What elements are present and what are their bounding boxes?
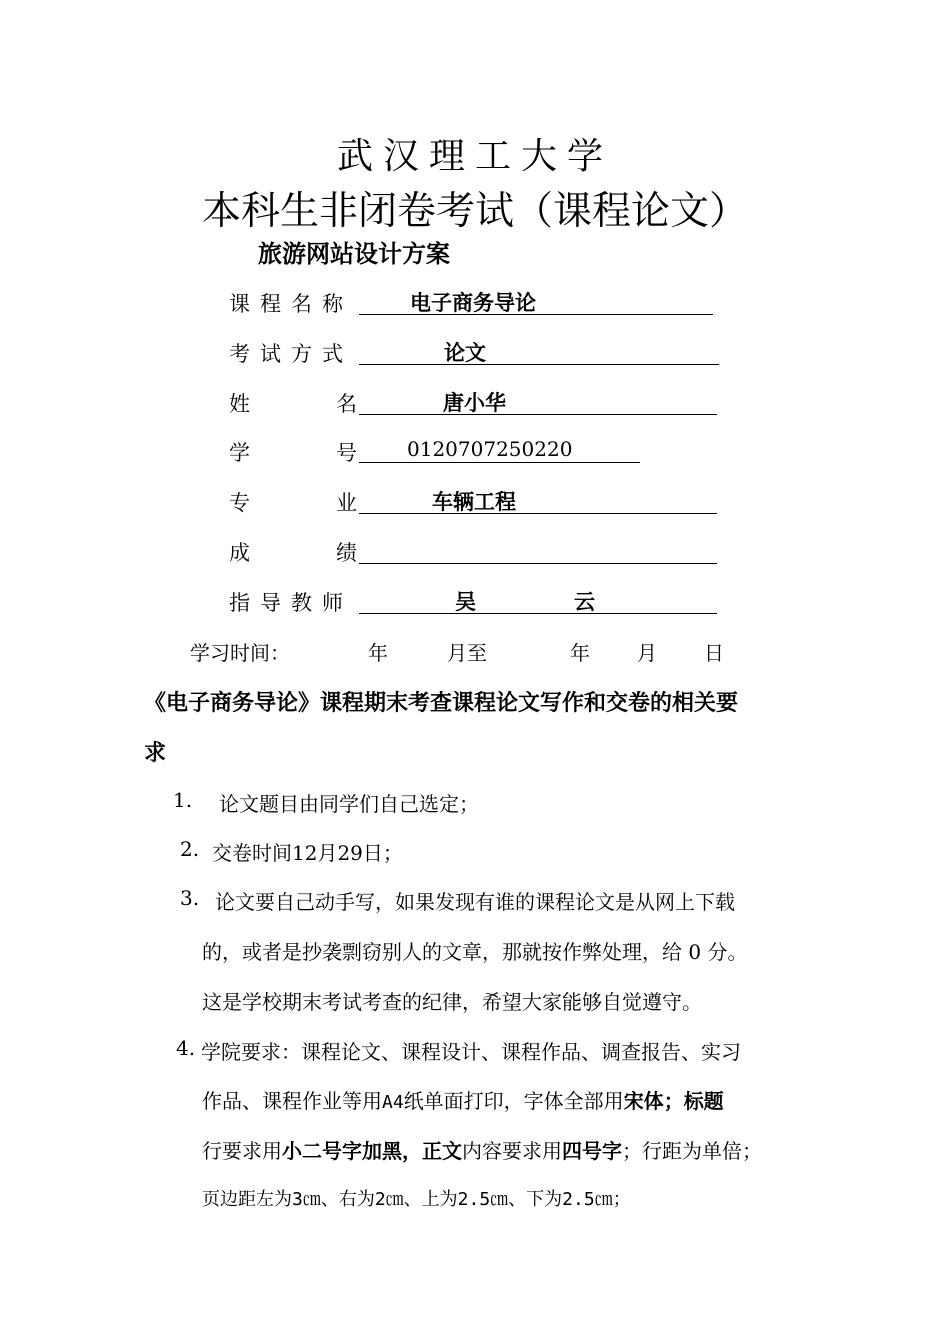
study-time-day: 日 <box>704 641 724 665</box>
field-value-student-id: 0120707250220 <box>407 437 573 461</box>
field-value-exam-mode: 论文 <box>444 340 486 365</box>
field-label-grade: 成绩 <box>229 541 443 565</box>
text-run: 行要求用 <box>202 1139 282 1163</box>
requirement-item-text-line: 这是学校期末考试考查的纪律，希望大家能够自觉遵守。 <box>202 990 702 1014</box>
study-time-month-start: 月至 <box>447 641 487 665</box>
emphasis-size-body: 四号字 <box>562 1139 622 1163</box>
requirement-item-number: 3. <box>180 886 200 910</box>
requirements-heading-line1: 《电子商务导论》课程期末考查课程论文写作和交卷的相关要 <box>144 690 739 716</box>
emphasis-size-title: 小二号字加黑 <box>282 1139 402 1163</box>
text-run: 纸单面打印，字体全部用 <box>403 1089 624 1113</box>
study-time-year-start: 年 <box>368 641 388 665</box>
requirement-item-number: 1. <box>173 788 193 812</box>
field-line-exam-mode <box>359 342 719 365</box>
exam-title: 本科生非闭卷考试（课程论文） <box>201 189 748 234</box>
requirement-item-text: 论文题目由同学们自己选定； <box>219 792 479 816</box>
university-name: 武汉理工大学 <box>336 136 613 177</box>
requirement-item-text-line: 学院要求：课程论文、课程设计、课程作品、调查报告、实习 <box>201 1040 741 1064</box>
field-line-name <box>359 392 717 415</box>
text-run: A4 <box>382 1092 404 1113</box>
field-value-advisor: 吴云 <box>455 589 693 614</box>
requirements-heading-line2: 求 <box>144 740 167 766</box>
field-line-major <box>359 491 717 514</box>
requirement-item-number: 4. <box>176 1036 196 1060</box>
requirement-item-text-line <box>202 1135 762 1164</box>
field-label-exam-mode: 考试方式 <box>229 342 353 366</box>
field-line-grade <box>359 541 717 564</box>
field-value-course: 电子商务导论 <box>410 290 536 315</box>
field-label-advisor: 指导教师 <box>229 591 353 615</box>
requirement-item-text-line: 的，或者是抄袭剽窃别人的文章，那就按作弊处理，给 0 分。 <box>202 940 748 964</box>
study-time-year-end: 年 <box>570 641 590 665</box>
text-run: ；行距为单倍； <box>622 1139 762 1163</box>
field-value-major: 车辆工程 <box>432 489 516 514</box>
text-run: ， <box>402 1139 422 1163</box>
requirement-item-text-line: 论文要自己动手写，如果发现有谁的课程论文是从网上下载 <box>215 890 735 914</box>
study-time-month-end: 月 <box>637 641 657 665</box>
field-label-course: 课程名称 <box>229 292 353 316</box>
emphasis-title: 标题 <box>683 1089 724 1113</box>
requirement-item-text-line: 页边距左为3㎝、右为2㎝、上为2.5㎝、下为2.5㎝； <box>202 1189 631 1210</box>
field-label-major: 专业 <box>229 491 443 515</box>
requirement-item-number: 2. <box>180 837 200 861</box>
paper-topic: 旅游网站设计方案 <box>258 239 450 268</box>
requirement-item-text-line <box>202 1085 724 1114</box>
emphasis-body: 正文 <box>422 1139 462 1163</box>
field-label-name: 姓名 <box>229 392 443 416</box>
text-run: 内容要求用 <box>462 1139 562 1163</box>
requirement-item-text: 交卷时间12月29日； <box>212 841 403 865</box>
field-value-name: 唐小华 <box>443 390 506 415</box>
emphasis-font: 宋体 <box>623 1089 664 1113</box>
field-label-student-id: 学号 <box>229 441 443 465</box>
study-time-label: 学习时间： <box>190 641 290 665</box>
text-run: 作品、课程作业等用 <box>202 1089 382 1113</box>
text-run: ； <box>663 1089 684 1113</box>
